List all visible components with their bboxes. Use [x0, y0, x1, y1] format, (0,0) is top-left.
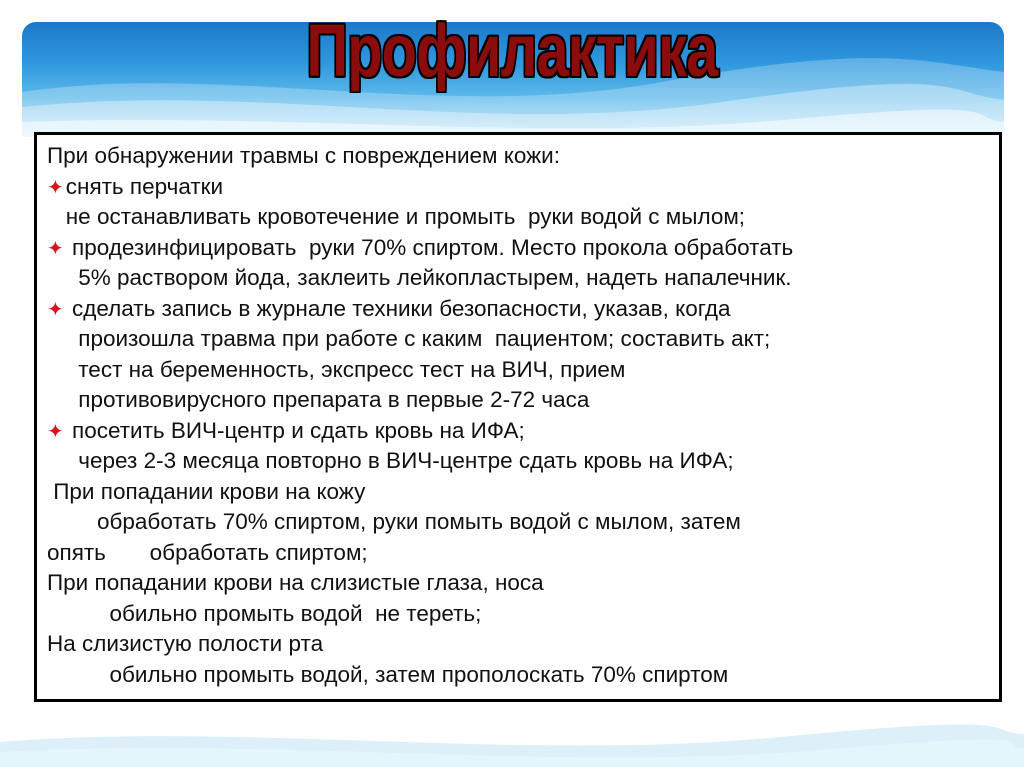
content-line-text: На слизистую полости рта [47, 631, 324, 656]
content-box [34, 132, 1002, 702]
content-line [47, 294, 989, 325]
content-line-text: При обнаружении травмы с повреждением кожи: [47, 143, 560, 168]
content-line [47, 568, 989, 599]
content-line [47, 141, 989, 172]
four-point-star-icon: ✦ [47, 176, 64, 199]
content-line [47, 355, 989, 386]
content-line-text: посетить ВИЧ-центр и сдать кровь на ИФА; [65, 417, 525, 443]
content-line-text: обработать 70% спиртом, руки помыть водой с мылом, затем [47, 509, 741, 534]
content-line-text: тест на беременность, экспресс тест на ВИЧ, прием [47, 356, 626, 382]
content-line [47, 233, 989, 264]
content-line [47, 629, 989, 660]
four-point-star-icon: ✦ [47, 298, 64, 321]
slide-title: Профилактика [306, 9, 718, 92]
content-line-text: противовирусного препарата в первые 2-72 часа [47, 387, 590, 412]
content-line-text: сделать запись в журнале техники безопасности, указав, когда [65, 295, 731, 321]
content-line [47, 507, 989, 538]
content-line-text: произошла травма при работе с каким пациентом; составить акт; [47, 326, 771, 351]
content-line-text: через 2-3 месяца повторно в ВИЧ-центре сдать кровь на ИФА; [47, 448, 734, 473]
four-point-star-icon: ✦ [47, 237, 64, 260]
content-line [47, 385, 989, 416]
content-line [47, 660, 989, 691]
content-line [47, 446, 989, 477]
content-line-text: обильно промыть водой, затем прополоскать 70% спиртом [47, 661, 729, 687]
content-line-text: При попадании крови на кожу [47, 478, 366, 504]
content-line-text: обильно промыть водой не тереть; [47, 600, 482, 626]
content-line [47, 416, 989, 447]
content-line [47, 538, 989, 569]
content-line [47, 477, 989, 508]
content-line-text: опять обработать спиртом; [47, 539, 368, 565]
content-line-text: продезинфицировать руки 70% спиртом. Место прокола обработать [65, 234, 794, 260]
content-line [47, 202, 989, 233]
four-point-star-icon: ✦ [47, 420, 64, 443]
content-line [47, 172, 989, 203]
content-line-text: При попадании крови на слизистые глаза, носа [47, 570, 544, 595]
content-line [47, 263, 989, 294]
content-line [47, 324, 989, 355]
bottom-wave-decoration [0, 712, 1024, 767]
content-line [47, 599, 989, 630]
content-line-text: не останавливать кровотечение и промыть руки водой с мылом; [47, 204, 746, 229]
content-line-text: снять перчатки [65, 173, 224, 199]
content-line-text: 5% раствором йода, заклеить лейкопластырем, надеть напалечник. [47, 265, 792, 290]
